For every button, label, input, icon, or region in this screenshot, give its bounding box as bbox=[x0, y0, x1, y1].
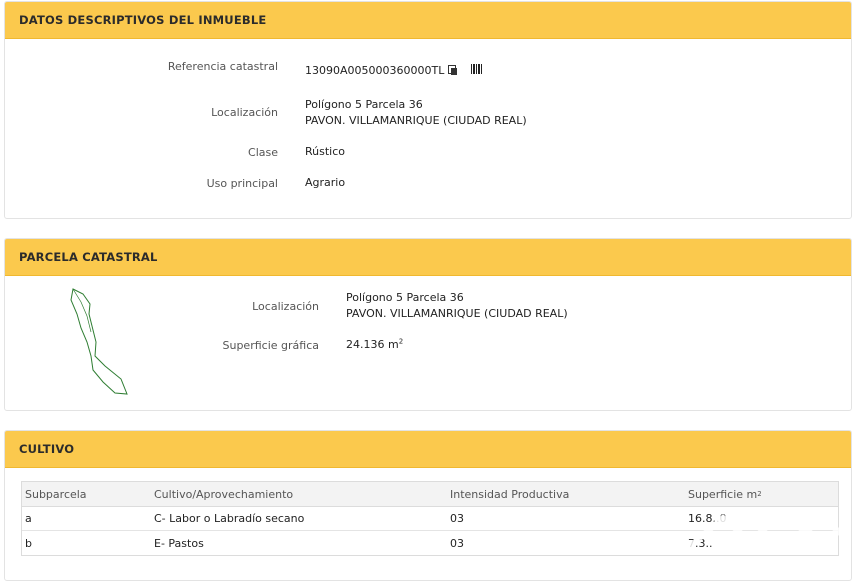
referencia-label: Referencia catastral bbox=[167, 60, 278, 73]
clase-label: Clase bbox=[248, 146, 278, 159]
parcela-localizacion-label: Localización bbox=[252, 300, 319, 313]
localizacion-line1: Polígono 5 Parcela 36 bbox=[305, 98, 423, 111]
header-superficie-label: Superficie m bbox=[688, 487, 758, 501]
cell-intensidad: 03 bbox=[450, 536, 464, 550]
parcela-localizacion-line1: Polígono 5 Parcela 36 bbox=[346, 291, 464, 304]
cell-subparcela: b bbox=[25, 536, 32, 550]
cell-superficie: 16.8..0 bbox=[688, 512, 727, 525]
parcela-localizacion-line2: PAVON. VILLAMANRIQUE (CIUDAD REAL) bbox=[346, 307, 568, 320]
cell-intensidad: 03 bbox=[450, 512, 464, 525]
referencia-value: 13090A005000360000TL bbox=[305, 64, 445, 77]
parcela-catastral-title: PARCELA CATASTRAL bbox=[19, 250, 158, 264]
cell-superficie: 7.3.. bbox=[688, 536, 713, 550]
superficie-grafica-label: Superficie gráfica bbox=[222, 339, 319, 352]
header-cultivo[interactable]: Cultivo/Aprovechamiento bbox=[154, 487, 294, 501]
localizacion-label: Localización bbox=[211, 106, 278, 119]
header-superficie[interactable]: Superficie m 2 bbox=[688, 487, 762, 501]
cultivo-title: CULTIVO bbox=[19, 442, 75, 456]
referencia-value-group bbox=[305, 63, 483, 79]
superficie-grafica-exp: 2 bbox=[398, 337, 404, 346]
parcela-catastral-header bbox=[5, 239, 851, 276]
localizacion-line2: PAVON. VILLAMANRIQUE (CIUDAD REAL) bbox=[305, 114, 527, 127]
cultivo-panel bbox=[4, 430, 852, 581]
uso-principal-value: Agrario bbox=[305, 176, 346, 189]
cell-cultivo: C- Labor o Labradío secano bbox=[154, 512, 305, 525]
barcode-icon[interactable] bbox=[471, 64, 483, 74]
clase-value: Rústico bbox=[305, 145, 345, 158]
parcela-catastral-panel bbox=[4, 238, 852, 411]
superficie-grafica-number: 24.136 m bbox=[346, 338, 399, 351]
header-subparcela[interactable]: Subparcela bbox=[25, 487, 87, 501]
table-header-row bbox=[22, 482, 838, 507]
copy-icon[interactable] bbox=[448, 65, 457, 75]
table-row bbox=[22, 531, 838, 555]
datos-descriptivos-panel bbox=[4, 1, 852, 219]
cultivo-table bbox=[21, 481, 839, 556]
cell-subparcela: a bbox=[25, 512, 32, 525]
datos-descriptivos-title: DATOS DESCRIPTIVOS DEL INMUEBLE bbox=[19, 13, 267, 27]
cultivo-header bbox=[5, 431, 851, 468]
table-row bbox=[22, 507, 838, 531]
uso-principal-label: Uso principal bbox=[206, 177, 278, 190]
cell-cultivo: E- Pastos bbox=[154, 536, 204, 550]
localizacion-value bbox=[305, 97, 527, 129]
superficie-grafica-value bbox=[346, 337, 403, 353]
header-intensidad[interactable]: Intensidad Productiva bbox=[450, 487, 570, 501]
parcela-localizacion-value bbox=[346, 290, 568, 322]
datos-descriptivos-header bbox=[5, 2, 851, 39]
